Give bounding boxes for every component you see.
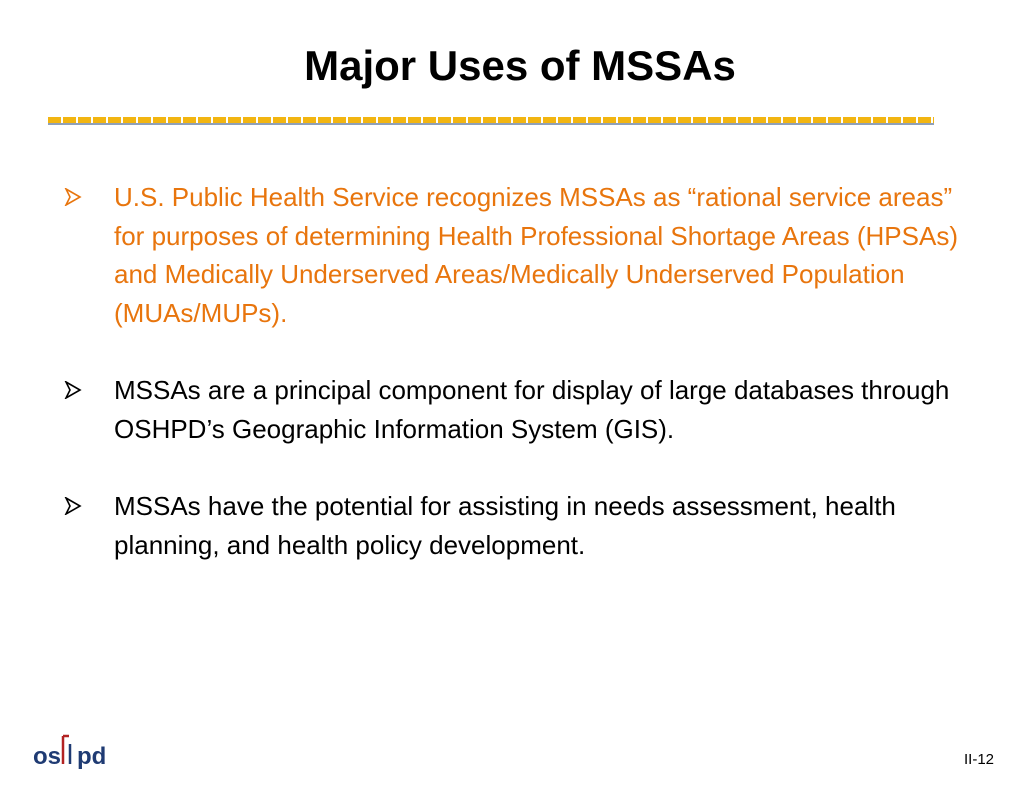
bullet-item xyxy=(0,487,974,564)
bullet-item xyxy=(0,178,974,332)
svg-text:os: os xyxy=(33,743,62,770)
bullet-text: U.S. Public Health Service recognizes MSSAs as “rational service areas” for purposes of determining Health Professional Shortage Areas (HPSAs) and Medically Underserved Areas/Medically Underserved Population (MUAs/MUPs). xyxy=(114,182,958,328)
bullet-item xyxy=(0,371,974,448)
bullet-list xyxy=(0,178,1024,564)
page-number: II-12 xyxy=(963,751,994,768)
arrow-bullet-icon xyxy=(64,497,82,515)
page-title: Major Uses of MSSAs xyxy=(304,42,736,89)
title-divider xyxy=(48,117,934,123)
arrow-bullet-icon xyxy=(64,381,82,399)
svg-text:pd: pd xyxy=(77,743,107,770)
arrow-bullet-icon xyxy=(64,188,82,206)
oshpd-logo-icon xyxy=(33,732,119,770)
bullet-text: MSSAs have the potential for assisting in needs assessment, health planning, and health policy development. xyxy=(114,491,896,560)
bullet-text: MSSAs are a principal component for display of large databases through OSHPD’s Geographic Information System (GIS). xyxy=(114,375,950,444)
